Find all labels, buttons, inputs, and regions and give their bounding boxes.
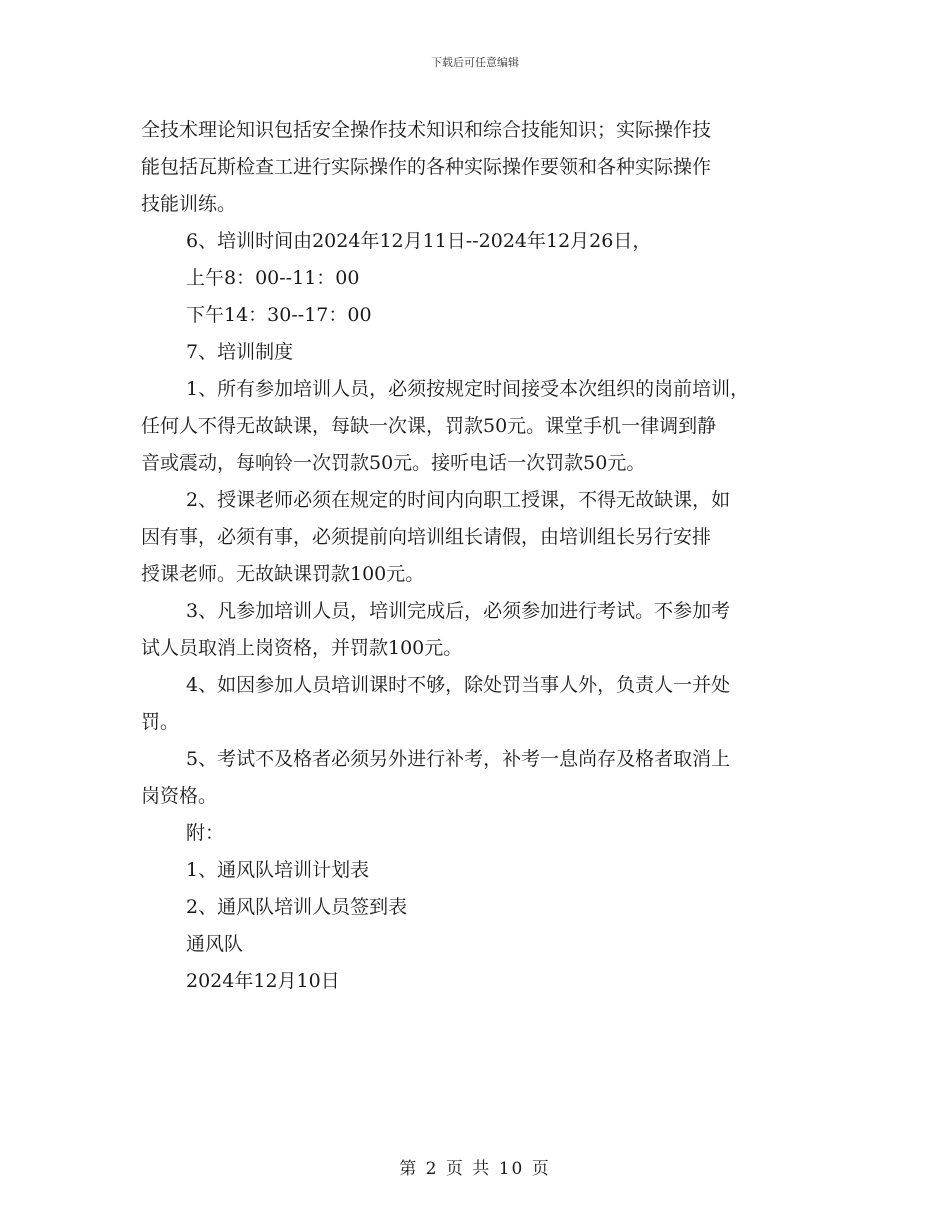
text-line: 技能训练。 bbox=[141, 193, 237, 215]
text-line: 试人员取消上岗资格，并罚款100元。 bbox=[141, 637, 463, 659]
text-line: 1、通风队培训计划表 bbox=[186, 859, 370, 881]
text-line: 任何人不得无故缺课，每缺一次课，罚款50元。课堂手机一律调到静 bbox=[141, 415, 717, 437]
text-line: 2、通风队培训人员签到表 bbox=[186, 896, 408, 918]
text-line: 通风队 bbox=[186, 933, 244, 955]
text-line: 岗资格。 bbox=[141, 785, 218, 807]
text-line: 全技术理论知识包括安全操作技术知识和综合技能知识；实际操作技 bbox=[141, 119, 712, 141]
text-line: 罚。 bbox=[141, 711, 180, 733]
text-line: 附： bbox=[186, 822, 225, 844]
text-line: 上午8：00--11：00 bbox=[186, 267, 360, 289]
page-footer: 第 2 页 共 10 页 bbox=[399, 1159, 551, 1179]
text-line: 授课老师。无故缺课罚款100元。 bbox=[141, 563, 425, 585]
page-header: 下载后可任意编辑 bbox=[431, 56, 519, 69]
document-body bbox=[141, 112, 811, 1000]
text-line: 3、凡参加培训人员，培训完成后，必须参加进行考试。不参加考 bbox=[186, 600, 731, 622]
text-line: 7、培训制度 bbox=[186, 341, 294, 363]
text-line: 能包括瓦斯检查工进行实际操作的各种实际操作要领和各种实际操作 bbox=[141, 156, 712, 178]
text-line: 音或震动，每响铃一次罚款50元。接听电话一次罚款50元。 bbox=[141, 452, 646, 474]
text-line: 2024年12月10日 bbox=[186, 970, 340, 992]
text-line: 因有事，必须有事，必须提前向培训组长请假，由培训组长另行安排 bbox=[141, 526, 712, 548]
text-line: 4、如因参加人员培训课时不够，除处罚当事人外，负责人一并处 bbox=[186, 674, 731, 696]
text-line: 5、考试不及格者必须另外进行补考，补考一息尚存及格者取消上 bbox=[186, 748, 731, 770]
text-line: 6、培训时间由2024年12月11日--2024年12月26日， bbox=[186, 230, 652, 252]
text-line: 1、所有参加培训人员，必须按规定时间接受本次组织的岗前培训， bbox=[186, 378, 750, 400]
text-line: 下午14：30--17：00 bbox=[186, 304, 372, 326]
text-line: 2、授课老师必须在规定的时间内向职工授课，不得无故缺课，如 bbox=[186, 489, 731, 511]
